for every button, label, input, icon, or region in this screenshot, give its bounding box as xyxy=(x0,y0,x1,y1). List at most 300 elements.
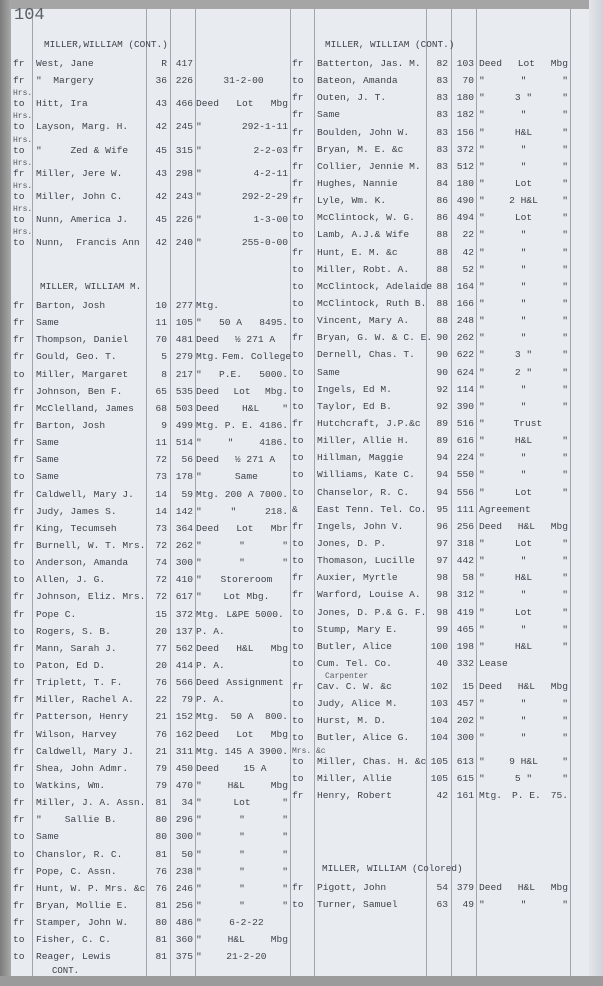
instrument-description xyxy=(479,92,568,103)
grantor-grantee-name: Taylor, Ed B. xyxy=(317,400,392,412)
instrument-detail: " xyxy=(282,539,288,551)
deed-book-volume: 81 xyxy=(155,899,167,911)
deed-book-page: 490 xyxy=(456,195,474,207)
direction: to xyxy=(292,280,304,292)
instrument-description xyxy=(479,178,568,189)
deed-book-volume: 80 xyxy=(155,814,167,826)
instrument-type: Deed xyxy=(196,762,220,774)
direction: to xyxy=(292,640,304,652)
deed-book-page: 164 xyxy=(456,280,474,292)
deed-book-page: 246 xyxy=(175,882,193,894)
deed-book-page: 226 xyxy=(175,213,193,225)
direction: to xyxy=(292,555,304,567)
deed-book-volume: 99 xyxy=(436,623,448,635)
direction: fr xyxy=(292,177,304,189)
instrument-type: " xyxy=(479,469,485,481)
instrument-detail: Lot xyxy=(517,58,536,69)
ledger-entry-row xyxy=(0,466,603,483)
instrument-detail: " xyxy=(562,246,568,258)
instrument-detail: 6-2-22 xyxy=(229,917,264,929)
ledger-entry-row xyxy=(0,518,603,535)
direction: fr xyxy=(292,332,304,344)
instrument-detail: " xyxy=(562,640,568,652)
deed-book-volume: 94 xyxy=(436,486,448,498)
deed-book-volume: 20 xyxy=(155,625,167,637)
deed-book-volume: 80 xyxy=(155,917,167,929)
ledger-entry-row xyxy=(0,931,290,948)
direction: to xyxy=(292,366,304,378)
instrument-description xyxy=(479,418,568,429)
instrument-type: " xyxy=(479,435,485,447)
direction: fr xyxy=(13,591,25,603)
ledger-entry-row xyxy=(0,787,603,804)
grantor-grantee-name: Same xyxy=(317,109,341,121)
instrument-detail: " xyxy=(282,557,288,569)
deed-book-page: 613 xyxy=(456,755,474,767)
instrument-detail: " xyxy=(562,732,568,744)
direction: to xyxy=(13,934,25,946)
direction: to xyxy=(292,435,304,447)
deed-book-page: 617 xyxy=(175,591,193,603)
instrument-description xyxy=(479,521,568,532)
instrument-detail: Mbg xyxy=(270,98,288,110)
instrument-type: " xyxy=(196,797,202,809)
instrument-description xyxy=(479,715,568,726)
deed-book-page: 390 xyxy=(456,400,474,412)
scan-edge-bottom xyxy=(0,976,603,986)
ledger-entry-row xyxy=(0,828,290,845)
direction: fr xyxy=(13,351,25,363)
direction: fr xyxy=(13,402,25,414)
instrument-detail: " xyxy=(562,332,568,344)
deed-book-volume: 88 xyxy=(436,315,448,327)
ledger-entry-row xyxy=(0,398,603,415)
deed-book-page: 240 xyxy=(175,237,193,249)
instrument-type: Mtg. xyxy=(196,351,220,363)
instrument-detail: " xyxy=(520,732,527,744)
instrument-type: Mtg. xyxy=(196,419,220,431)
instrument-detail: " xyxy=(562,435,568,447)
deed-book-page: 162 xyxy=(175,728,193,740)
deed-book-page: 375 xyxy=(175,951,193,963)
deed-book-volume: 88 xyxy=(436,263,448,275)
grantor-grantee-name: Miller, Rachel A. xyxy=(36,694,134,706)
deed-book-page: 562 xyxy=(175,642,193,654)
instrument-detail: H&L xyxy=(227,934,245,946)
instrument-detail: " xyxy=(562,280,568,292)
instrument-type: " xyxy=(196,437,202,449)
instrument-type: " xyxy=(479,755,485,767)
deed-book-page: 514 xyxy=(175,437,193,449)
direction: fr xyxy=(292,681,304,693)
instrument-type: Deed xyxy=(196,728,220,740)
deed-book-volume: 83 xyxy=(436,160,448,172)
instrument-detail: " xyxy=(562,143,568,155)
instrument-detail: " xyxy=(520,383,527,395)
ledger-entry-row xyxy=(0,106,603,123)
instrument-description xyxy=(479,247,568,258)
deed-book-page: 15 xyxy=(462,681,474,693)
instrument-type: " xyxy=(479,332,485,344)
deed-book-page: 182 xyxy=(456,109,474,121)
grantor-grantee-name: Paton, Ed D. xyxy=(36,659,106,671)
instrument-detail: " xyxy=(562,623,568,635)
instrument-description xyxy=(196,849,288,860)
deed-book-page: 332 xyxy=(456,657,474,669)
deed-book-page: 224 xyxy=(456,452,474,464)
ledger-entry-row xyxy=(0,449,603,466)
instrument-type: " xyxy=(479,400,485,412)
grantor-grantee-name: Batterton, Jas. M. xyxy=(317,58,421,69)
deed-book-page: 364 xyxy=(175,522,193,534)
instrument-detail: 5 " xyxy=(514,772,533,784)
deed-book-page: 22 xyxy=(462,229,474,241)
instrument-detail: Mbg xyxy=(270,642,288,654)
deed-book-volume: 77 xyxy=(155,642,167,654)
instrument-type: " xyxy=(196,899,202,911)
instrument-detail: " xyxy=(562,606,568,618)
deed-book-page: 311 xyxy=(175,745,193,757)
deed-book-page: 450 xyxy=(175,762,193,774)
instrument-detail: " xyxy=(562,589,568,601)
instrument-description xyxy=(479,538,568,549)
instrument-type: " xyxy=(479,417,485,429)
deed-book-volume: 102 xyxy=(430,681,448,693)
deed-book-page: 79 xyxy=(181,694,193,706)
direction: fr xyxy=(13,419,25,431)
ledger-entry-row xyxy=(0,621,603,638)
direction: to xyxy=(292,400,304,412)
instrument-detail: L&PE 5000. xyxy=(226,608,284,620)
deed-book-volume: 76 xyxy=(155,882,167,894)
deed-book-page: 550 xyxy=(456,469,474,481)
grantor-grantee-name: Miller, Allie xyxy=(317,772,392,784)
instrument-type: " xyxy=(479,623,485,635)
grantor-grantee-name: Same xyxy=(36,317,60,329)
instrument-detail: " xyxy=(562,572,568,584)
instrument-detail: " xyxy=(562,263,568,275)
direction: fr xyxy=(292,126,304,138)
instrument-detail: 200 A xyxy=(224,488,254,500)
instrument-type: Mtg. xyxy=(196,711,220,723)
instrument-description xyxy=(479,281,568,292)
instrument-detail: H&L xyxy=(514,435,533,447)
direction: to xyxy=(292,537,304,549)
instrument-description xyxy=(479,732,568,743)
deed-book-volume: 83 xyxy=(436,126,448,138)
instrument-detail: 31-2-00 xyxy=(223,75,264,87)
instrument-type: " xyxy=(479,698,485,710)
instrument-type: Deed xyxy=(479,58,503,69)
grantor-grantee-name: Shea, John Admr. xyxy=(36,762,129,774)
grantor-grantee-name: Pope, C. Assn. xyxy=(36,865,117,877)
instrument-detail: " xyxy=(520,589,527,601)
instrument-description xyxy=(479,298,568,309)
deed-book-volume: 104 xyxy=(430,715,448,727)
direction: to xyxy=(292,657,304,669)
deed-book-page: 360 xyxy=(175,934,193,946)
direction: fr xyxy=(13,745,25,757)
instrument-type: " xyxy=(479,143,485,155)
instrument-detail: Lot xyxy=(514,537,533,549)
instrument-description xyxy=(479,161,568,172)
instrument-detail: " xyxy=(520,698,527,710)
instrument-detail: Mbg xyxy=(550,58,568,69)
grantor-grantee-name: Hutchcraft, J.P.&c xyxy=(317,417,421,429)
ledger-entry-row xyxy=(0,569,603,586)
instrument-detail: " xyxy=(520,469,527,481)
ledger-entry-row xyxy=(0,55,603,72)
deed-book-volume: 100 xyxy=(430,640,448,652)
deed-book-volume: 79 xyxy=(155,762,167,774)
direction: to xyxy=(292,315,304,327)
deed-book-volume: 8 xyxy=(161,368,167,380)
instrument-type: Deed xyxy=(196,522,220,534)
ledger-entry-row xyxy=(0,295,603,312)
direction: fr xyxy=(13,711,25,723)
grantor-grantee-name: Williams, Kate C. xyxy=(317,469,415,481)
instrument-detail: " xyxy=(562,452,568,464)
direction: to xyxy=(292,212,304,224)
deed-book-volume: 86 xyxy=(436,195,448,207)
instrument-type: " xyxy=(196,557,202,569)
instrument-description xyxy=(479,127,568,138)
deed-book-volume: 73 xyxy=(155,522,167,534)
deed-book-volume: 104 xyxy=(430,732,448,744)
grantor-grantee-name: Judy, James S. xyxy=(36,505,117,517)
deed-book-volume: 84 xyxy=(436,177,448,189)
instrument-description xyxy=(479,681,568,692)
deed-book-page: 105 xyxy=(175,317,193,329)
instrument-detail: 1-3-00 xyxy=(253,213,288,225)
instrument-type: " xyxy=(196,190,202,202)
deed-book-page: 379 xyxy=(456,882,474,893)
ledger-entry-row xyxy=(0,244,603,261)
grantor-grantee-name: Pope C. xyxy=(36,608,77,620)
instrument-detail: " xyxy=(520,75,527,87)
deed-book-volume: 92 xyxy=(436,400,448,412)
instrument-type: " xyxy=(479,486,485,498)
instrument-description xyxy=(479,264,568,275)
instrument-detail: " xyxy=(562,469,568,481)
grantor-grantee-name: Judy, Alice M. xyxy=(317,698,398,710)
instrument-detail: 218. xyxy=(264,505,288,517)
instrument-description xyxy=(196,866,288,877)
deed-book-page: 226 xyxy=(175,75,193,87)
deed-book-volume: 11 xyxy=(155,317,167,329)
deed-book-volume: 94 xyxy=(436,469,448,481)
deed-book-volume: 54 xyxy=(436,882,448,893)
scan-edge-top xyxy=(0,0,603,9)
grantor-grantee-name: Hunt, E. M. &c xyxy=(317,246,398,258)
instrument-type: Mtg. xyxy=(196,608,220,620)
instrument-detail: " xyxy=(562,126,568,138)
instrument-type: " xyxy=(196,591,202,603)
direction: fr xyxy=(13,167,25,179)
grantor-grantee-name: Allen, J. G. xyxy=(36,574,106,586)
instrument-detail: " xyxy=(520,452,527,464)
ledger-entry-row xyxy=(0,896,603,913)
section-header-right-colored: MILLER, WILLIAM (Colored) xyxy=(322,863,463,874)
instrument-type: " xyxy=(196,917,202,929)
instrument-detail: " xyxy=(239,539,245,551)
direction: fr xyxy=(13,539,25,551)
deed-book-volume: 14 xyxy=(155,488,167,500)
deed-book-page: 142 xyxy=(175,505,193,517)
deed-book-page: 512 xyxy=(456,160,474,172)
direction: fr xyxy=(292,195,304,207)
direction: fr xyxy=(292,789,304,801)
deed-book-page: 481 xyxy=(175,334,193,346)
grantor-grantee-name: Auxier, Myrtle xyxy=(317,572,398,584)
direction: fr xyxy=(292,417,304,429)
grantor-grantee-name: Miller, Robt. A. xyxy=(317,263,410,275)
instrument-description xyxy=(479,607,568,618)
instrument-type: " xyxy=(196,779,202,791)
grantor-grantee-name: McClintock, W. G. xyxy=(317,212,415,224)
grantor-grantee-name: Mann, Sarah J. xyxy=(36,642,117,654)
instrument-detail: H&L xyxy=(517,681,536,693)
instrument-detail: " xyxy=(520,229,527,241)
deed-book-page: 34 xyxy=(181,797,193,809)
instrument-type: " xyxy=(479,75,485,87)
deed-book-volume: 76 xyxy=(155,677,167,689)
deed-book-volume: 90 xyxy=(436,349,448,361)
grantor-grantee-name: Stamper, John W. xyxy=(36,917,129,929)
deed-book-page: 410 xyxy=(175,574,193,586)
ledger-entry-row xyxy=(0,192,603,209)
instrument-type: " xyxy=(196,368,202,380)
direction: fr xyxy=(292,572,304,584)
ledger-entry-row xyxy=(0,261,603,278)
instrument-detail: 50 A xyxy=(230,711,254,723)
instrument-description xyxy=(479,555,568,566)
ledger-entry-row xyxy=(0,586,603,603)
direction: to xyxy=(13,213,25,225)
instrument-detail: " xyxy=(520,109,527,121)
deed-book-volume: 105 xyxy=(430,755,448,767)
deed-book-volume: 10 xyxy=(155,300,167,311)
instrument-detail: " xyxy=(520,143,527,155)
deed-book-page: 300 xyxy=(456,732,474,744)
grantor-grantee-name: King, Tecumseh xyxy=(36,522,117,534)
instrument-detail: Mbg xyxy=(550,681,568,693)
instrument-type: " xyxy=(479,280,485,292)
instrument-detail: H&L xyxy=(517,882,536,893)
direction: fr xyxy=(13,677,25,689)
instrument-description xyxy=(479,790,568,801)
instrument-type: " xyxy=(196,831,202,843)
grantor-grantee-name: Nunn, America J. xyxy=(36,213,129,225)
direction: fr xyxy=(13,317,25,329)
instrument-type: " xyxy=(479,177,485,189)
direction: to xyxy=(13,574,25,586)
deed-book-page: 300 xyxy=(175,557,193,569)
instrument-detail: " xyxy=(239,882,245,894)
deed-book-volume: 65 xyxy=(155,385,167,397)
instrument-type: " xyxy=(479,732,485,744)
deed-book-volume: 76 xyxy=(155,728,167,740)
deed-book-volume: 105 xyxy=(430,772,448,784)
instrument-detail: Lot xyxy=(236,98,254,110)
grantor-grantee-name: Triplett, T. F. xyxy=(36,677,123,689)
deed-book-volume: 79 xyxy=(155,779,167,791)
direction: to xyxy=(13,557,25,569)
instrument-detail: " xyxy=(520,246,527,258)
instrument-type: " xyxy=(196,934,202,946)
ledger-entry-row xyxy=(0,747,603,770)
deed-book-volume: 83 xyxy=(436,75,448,87)
grantor-grantee-name: Lamb, A.J.& Wife xyxy=(317,229,410,241)
instrument-description xyxy=(479,469,568,480)
deed-book-page: 442 xyxy=(456,555,474,567)
instrument-detail: 5000. xyxy=(259,368,288,380)
direction: to xyxy=(292,383,304,395)
grantor-grantee-name: Miller, Margaret xyxy=(36,368,129,380)
instrument-detail: Lot xyxy=(514,212,533,224)
instrument-detail: 800. xyxy=(264,711,288,723)
grantor-grantee-name: Bateon, Amanda xyxy=(317,75,398,87)
deed-book-volume: 83 xyxy=(436,92,448,104)
deed-book-volume: 80 xyxy=(155,831,167,843)
instrument-description xyxy=(479,773,568,784)
instrument-type: Agreement xyxy=(479,503,531,515)
deed-book-page: 256 xyxy=(175,899,193,911)
deed-book-volume: 21 xyxy=(155,745,167,757)
instrument-detail: " xyxy=(562,160,568,172)
annotation-note: Hrs. xyxy=(13,181,33,191)
instrument-description xyxy=(479,487,568,498)
direction: fr xyxy=(13,522,25,534)
deed-book-volume: 45 xyxy=(155,213,167,225)
grantor-grantee-name: Jones, D. P.& G. F. xyxy=(317,606,427,618)
direction: fr xyxy=(292,92,304,104)
instrument-type: " xyxy=(479,537,485,549)
deed-book-page: 56 xyxy=(181,454,193,466)
deed-book-volume: 81 xyxy=(155,797,167,809)
instrument-detail: " xyxy=(239,814,245,826)
grantor-grantee-name: Chanslor, R. C. xyxy=(36,848,123,860)
instrument-type: " xyxy=(479,126,485,138)
instrument-detail: P.E. xyxy=(218,368,242,380)
instrument-type: P. A. xyxy=(196,659,225,671)
direction: to xyxy=(292,623,304,635)
deed-book-page: 49 xyxy=(462,899,474,911)
direction: fr xyxy=(292,160,304,172)
instrument-description xyxy=(479,384,568,395)
direction: fr xyxy=(13,882,25,894)
deed-book-volume: 90 xyxy=(436,332,448,344)
instrument-type: " xyxy=(479,315,485,327)
instrument-detail: Lot Mbg. xyxy=(223,591,270,603)
deed-book-volume: 95 xyxy=(436,503,448,515)
grantor-grantee-name: McClelland, James xyxy=(36,402,134,414)
instrument-type: P. A. xyxy=(196,625,225,637)
instrument-detail: " xyxy=(282,831,288,843)
deed-book-volume: 63 xyxy=(436,899,448,911)
direction: fr xyxy=(292,882,304,893)
instrument-detail: " xyxy=(562,366,568,378)
instrument-description xyxy=(196,831,288,842)
ledger-entry-row xyxy=(0,141,603,158)
instrument-detail: " xyxy=(562,297,568,309)
deed-book-page: 372 xyxy=(456,143,474,155)
direction: fr xyxy=(292,109,304,121)
deed-book-page: 111 xyxy=(456,503,474,515)
direction: fr xyxy=(13,865,25,877)
instrument-description xyxy=(479,332,568,343)
instrument-type: " xyxy=(196,882,202,894)
